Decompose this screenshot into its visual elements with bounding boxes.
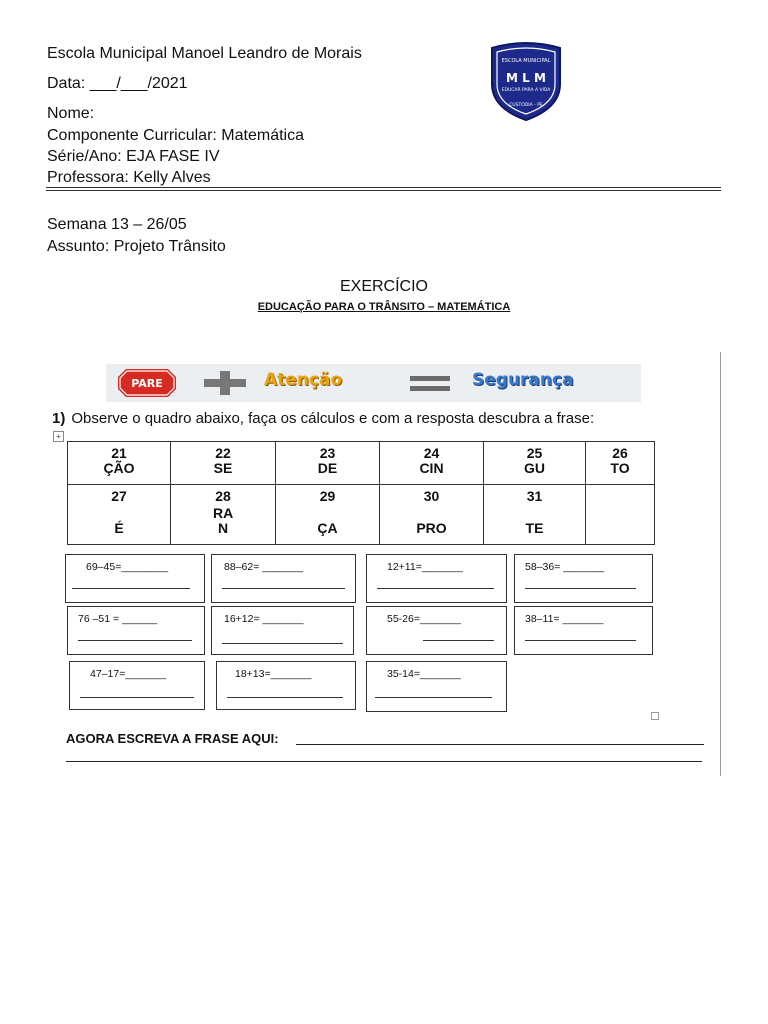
syllable-code-table [67,441,655,545]
equals-icon [410,376,450,381]
answer-line-2[interactable] [66,761,702,762]
exercise-title: EXERCÍCIO [339,278,428,295]
code-cell: 27 É [68,485,171,545]
topic-line: Assunto: Projeto Trânsito [47,238,226,255]
question-text: Observe o quadro abaixo, faça os cálculos e com a resposta descubra a frase: [71,410,595,427]
code-cell: 26 TO [586,442,655,485]
header-rule-top [46,187,721,188]
logo-initials: M L M [506,71,546,85]
calc-box[interactable]: 16+12= _______ [211,606,354,655]
code-cell [586,485,655,545]
grade-line: Série/Ano: EJA FASE IV [47,148,220,165]
calc-box[interactable]: 47–17=_______ [69,661,205,710]
logo-motto: EDUCAR PARA A VIDA [501,88,551,93]
school-crest-logo [486,40,566,122]
question-number: 1) [52,410,66,427]
teacher-line: Professora: Kelly Alves [47,169,211,186]
calc-box[interactable]: 58–36= _______ [514,554,653,603]
page-edge-line [720,352,721,776]
calc-box[interactable]: 12+11=_______ [366,554,507,603]
final-prompt: AGORA ESCREVA A FRASE AQUI: [66,731,279,746]
school-name: Escola Municipal Manoel Leandro de Morais [47,45,362,62]
banner-attention: Atenção [264,370,343,390]
question-1 [52,410,594,427]
code-cell: 22 SE [171,442,276,485]
calc-box[interactable]: 76 –51 = ______ [67,606,205,655]
calc-box[interactable]: 88–62= _______ [211,554,356,603]
code-cell: 24 CIN [380,442,484,485]
exercise-subtitle: EDUCAÇÃO PARA O TRÂNSITO – MATEMÁTICA [257,301,511,313]
subject-line: Componente Curricular: Matemática [47,127,304,144]
week-line: Semana 13 – 26/05 [47,216,187,233]
stop-sign-text: PARE [131,377,163,390]
calc-box[interactable]: 55-26=_______ [366,606,507,655]
code-cell: 23 DE [276,442,380,485]
equals-icon-lower [410,386,450,391]
checkbox-marker-icon [651,712,659,720]
answer-line-1[interactable] [296,744,704,745]
plus-icon-vertical [220,371,230,395]
banner-safety: Segurança [472,370,574,390]
stop-sign-icon [118,369,176,397]
calc-box[interactable]: 18+13=_______ [216,661,356,710]
calc-box[interactable]: 38–11= _______ [514,606,653,655]
code-cell: 21 ÇÃO [68,442,171,485]
code-cell: 29 ÇA [276,485,380,545]
logo-top-text: ESCOLA MUNICIPAL [501,58,551,64]
header-rule-bottom [46,190,721,191]
table-move-handle-icon[interactable]: + [53,431,64,442]
calc-box[interactable]: 69–45=________ [65,554,205,603]
code-cell: 31 TE [484,485,586,545]
code-cell: 30 PRO [380,485,484,545]
name-line: Nome: [47,105,95,122]
traffic-banner [106,364,641,402]
code-cell: 28 RA N [171,485,276,545]
calc-box[interactable]: 35-14=_______ [366,661,507,712]
logo-bottom-text: CUSTÓDIA - PE [509,103,543,108]
code-cell: 25 GU [484,442,586,485]
date-line: Data: ___/___/2021 [47,75,188,92]
